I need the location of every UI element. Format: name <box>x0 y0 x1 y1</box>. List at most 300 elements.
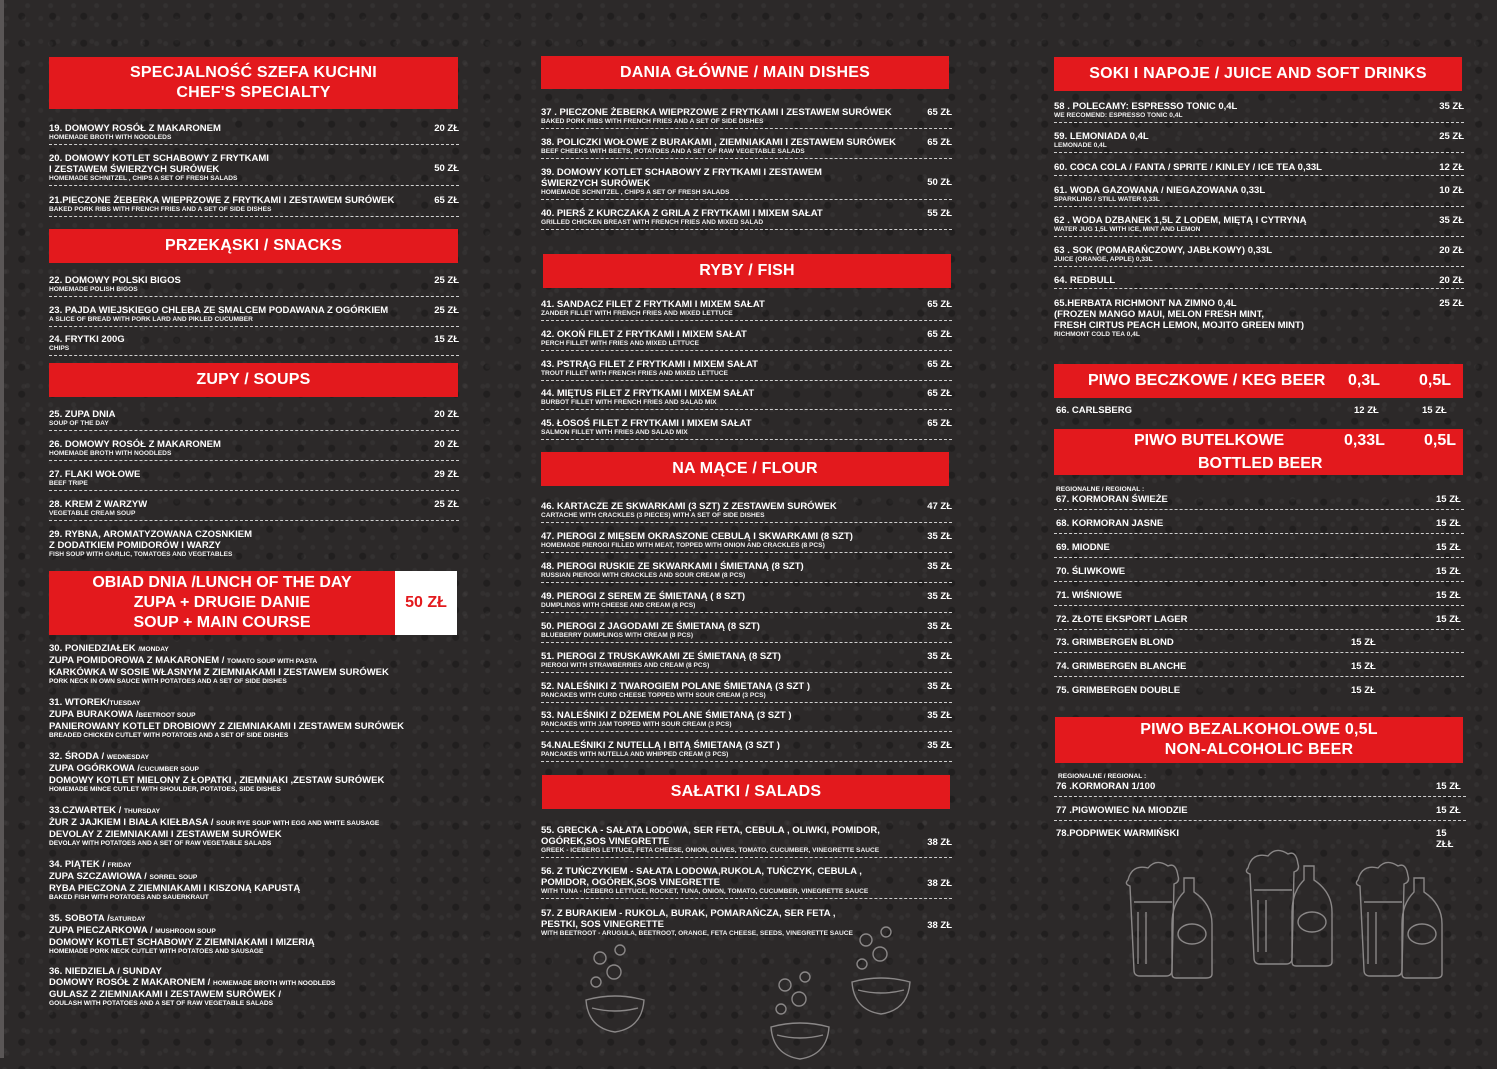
lunch-dish: ZUPA SZCZAWIOWA / <box>49 871 150 882</box>
beer-price-large: 15 ZŁ <box>1436 542 1461 553</box>
item-name: (FROZEN MANGO MAUI, MELON FRESH MINT, <box>1054 309 1265 320</box>
banner-line: SOKI I NAPOJE / JUICE AND SOFT DRINKS <box>1089 65 1427 82</box>
menu-item <box>1054 185 1464 207</box>
item-price: 35 ZŁ <box>927 651 952 662</box>
lunch-day-description: HOMEMADE PORK NECK CUTLET WITH POTATOES AND SAUSAGE <box>49 948 264 955</box>
banner-line: NA MĄCE / FLOUR <box>672 460 818 477</box>
item-price: 25 ZŁ <box>434 275 459 286</box>
lunch-day-line <box>49 655 459 667</box>
dish-sketch-icon <box>846 920 916 1030</box>
lunch-dish-english: WEDNESDAY <box>106 754 149 761</box>
menu-item <box>1054 162 1464 176</box>
menu-item <box>49 439 459 461</box>
item-name: 26. DOMOWY ROSÓŁ Z MAKARONEM <box>49 439 221 450</box>
dish-sketch-icon <box>580 938 650 1038</box>
menu-item <box>49 469 459 491</box>
item-price: 50 ZŁ <box>927 177 952 188</box>
lunch-day <box>49 913 459 956</box>
beer-glass-icon <box>1350 852 1450 982</box>
item-price: 50 ZŁ <box>434 163 459 174</box>
lunch-dish: PANIEROWANY KOTLET DROBIOWY Z ZIEMNIAKAMI I ZESTAWEM SURÓWEK <box>49 721 405 732</box>
item-description: CARTACHE WITH CRACKLES (3 PIECES) WITH A SET OF SIDE DISHES <box>541 512 765 519</box>
item-name: 52. NALEŚNIKI Z TWAROGIEM POLANE ŚMIETANĄ (3 SZT ) <box>541 681 811 692</box>
item-name: 19. DOMOWY ROSÓŁ Z MAKARONEM <box>49 123 221 134</box>
keg-size-small: 0,3L <box>1348 372 1381 389</box>
beer-item <box>1054 803 1466 821</box>
menu-item <box>541 621 952 643</box>
lunch-dish: RYBA PIECZONA Z ZIEMNIAKAMI I KISZONĄ KAPUSTĄ <box>49 883 301 894</box>
item-name: 54.NALEŚNIKI Z NUTELLĄ I BITĄ ŚMIETANĄ (3 SZT ) <box>541 740 780 751</box>
item-name: 29. RYBNA, AROMATYZOWANA CZOSNKIEM <box>49 529 253 540</box>
lunch-dish: 31. WTOREK/ <box>49 697 110 708</box>
item-name: 24. FRYTKI 200G <box>49 334 125 345</box>
section-header-soft-drinks <box>1054 57 1462 91</box>
lunch-day-line <box>49 937 459 948</box>
lunch-dish: 32. ŚRODA / <box>49 751 107 762</box>
item-price: 35 ZŁ <box>927 740 952 751</box>
item-price: 20 ZŁ <box>434 409 459 420</box>
item-name: 61. WODA GAZOWANA / NIEGAZOWANA 0,33L <box>1054 185 1266 196</box>
menu-item <box>541 681 952 703</box>
beer-item <box>1054 588 1464 606</box>
lunch-dish: DOMOWY ROSÓŁ Z MAKARONEM / <box>49 977 213 988</box>
item-description: A SLICE OF BREAD WITH PORK LARD AND PIKLED CUCUMBER <box>49 316 253 323</box>
menu-item <box>49 123 459 145</box>
item-price: 25 ZŁ <box>434 499 459 510</box>
lunch-price: 50 ZŁ <box>395 571 457 635</box>
lunch-dish-english: MUSHROOM SOUP <box>155 928 216 935</box>
beer-item <box>1054 683 1464 700</box>
beer-price: 15 ZŁ <box>1436 781 1461 792</box>
item-description: HOMEMADE SCHNITZEL , CHIPS A SET OF FRESH SALADS <box>49 175 238 182</box>
item-description: PANCAKES WITH JAM TOPPED WITH SOUR CREAM (3 PCS) <box>541 721 732 728</box>
lunch-dish: DOMOWY KOTLET MIELONY Z ŁOPATKI , ZIEMNIAKI ,ZESTAW SURÓWEK <box>49 775 385 786</box>
item-description: PANCAKES WITH CURD CHEESE TOPPED WITH SOUR CREAM (3 PCS) <box>541 692 766 699</box>
beer-name: 71. WIŚNIOWE <box>1056 590 1122 601</box>
bottled-title-line: PIWO BUTELKOWE <box>1134 432 1285 449</box>
item-description: BEEF TRIPE <box>49 480 88 487</box>
item-description: HOMEMADE POLISH BIGOS <box>49 286 138 293</box>
lunch-day-line <box>49 643 459 655</box>
item-price: 35 ZŁ <box>927 681 952 692</box>
item-description: SALMON FILLET WITH FRIES AND SALAD MIX <box>541 429 688 436</box>
beer-bottle-icon <box>1240 840 1320 970</box>
lunch-dish-english: BEETROOT SOUP <box>138 712 196 719</box>
item-description: PERCH FILLET WITH FRIES AND MIXED LETTUCE <box>541 340 700 347</box>
item-description: VEGETABLE CREAM SOUP <box>49 510 136 517</box>
item-price: 35 ZŁ <box>927 710 952 721</box>
lunch-dish-english: /MONDAY <box>138 646 169 653</box>
item-price: 55 ZŁ <box>927 208 952 219</box>
lunch-day-description: GOULASH WITH POTATOES AND A SET OF RAW VEGETABLE SALADS <box>49 1000 274 1007</box>
item-name: 37 . PIECZONE ŻEBERKA WIEPRZOWE Z FRYTKAMI I ZESTAWEM SURÓWEK <box>541 107 892 118</box>
beer-name: 74. GRIMBERGEN BLANCHE <box>1056 661 1187 672</box>
lunch-title <box>49 571 395 635</box>
lunch-of-the-day-banner <box>49 571 457 635</box>
beer-name: 66. CARLSBERG <box>1056 405 1133 416</box>
lunch-dish: ZUPA BURAKOWA / <box>49 709 139 720</box>
item-name: FRESH CIRTUS PEACH LEMON, MOJITO GREEN MINT) <box>1054 320 1305 331</box>
beer-glass-icon <box>1120 852 1220 982</box>
menu-item <box>49 499 459 521</box>
section-header-keg-beer <box>1054 364 1463 398</box>
item-price: 65 ZŁ <box>927 137 952 148</box>
menu-item <box>541 299 952 321</box>
bottled-title-line: BOTTLED BEER <box>1198 455 1323 472</box>
item-name: 48. PIEROGI RUSKIE ZE SKWARKAMI I ŚMIETANĄ (8 SZT) <box>541 561 804 572</box>
item-name: 23. PAJDA WIEJSKIEGO CHLEBA ZE SMALCEM PODAWANA Z OGÓRKIEM <box>49 305 389 316</box>
item-description: TROUT FILLET WITH FRENCH FRIES AND MIXED LETTUCE <box>541 370 728 377</box>
lunch-dish: GULASZ Z ZIEMNIAKAMI I ZESTAWEM SURÓWEK / <box>49 989 282 1000</box>
item-price: 25 ZŁ <box>434 305 459 316</box>
item-name: 21.PIECZONE ŻEBERKA WIEPRZOWE Z FRYTKAMI I ZESTAWEM SURÓWEK <box>49 195 395 206</box>
item-name: 56. Z TUŃCZYKIEM - SAŁATA LODOWA,RUKOLA, TUŃCZYK, CEBULA , <box>541 866 862 877</box>
item-price: 65 ZŁ <box>927 107 952 118</box>
menu-item <box>1054 298 1464 341</box>
beer-item <box>1054 403 1464 420</box>
banner-line: PRZEKĄSKI / SNACKS <box>165 237 342 254</box>
beer-item <box>1054 540 1464 558</box>
lunch-day-description: PORK NECK IN OWN SAUCE WITH POTATOES AND A SET OF SIDE DISHES <box>49 678 287 685</box>
lunch-day-line <box>49 763 459 775</box>
regional-label: REGIONALNE / REGIONAL : <box>1056 486 1145 493</box>
lunch-day <box>49 859 459 902</box>
lunch-day-line <box>49 883 459 894</box>
bottled-size-small: 0,33L <box>1344 432 1385 449</box>
lunch-dish-english: CUCUMBER SOUP <box>139 766 199 773</box>
regional-label: REGIONALNE / REGIONAL : <box>1058 773 1147 780</box>
item-name: 53. NALEŚNIKI Z DŻEMEM POLANE ŚMIETANĄ (3 SZT ) <box>541 710 792 721</box>
menu-item <box>1054 101 1464 123</box>
item-price: 38 ZŁ <box>927 878 952 889</box>
item-price: 38 ZŁ <box>927 837 952 848</box>
beer-name: 72. ZŁOTE EKSPORT LAGER <box>1056 614 1188 625</box>
section-header-soups <box>49 363 458 397</box>
lunch-dish-english: SATURDAY <box>109 916 146 923</box>
beer-item <box>1054 779 1466 797</box>
item-name: 57. Z BURAKIEM - RUKOLA, BURAK, POMARAŃCZA, SER FETA , <box>541 908 836 919</box>
item-description: BAKED PORK RIBS WITH FRENCH FRIES AND A SET OF SIDE DISHES <box>541 118 764 125</box>
item-description: RUSSIAN PIEROGI WITH CRACKLES AND SOUR CREAM (8 PCS) <box>541 572 746 579</box>
menu-item <box>541 651 952 673</box>
item-price: 35 ZŁ <box>927 561 952 572</box>
lunch-dish: ZUPA OGÓRKOWA / <box>49 763 140 774</box>
item-price: 29 ZŁ <box>434 469 459 480</box>
item-description: BLUEBERRY DUMPLINGS WITH CREAM (8 PCS) <box>541 632 694 639</box>
beer-name: 73. GRIMBERGEN BLOND <box>1056 637 1174 648</box>
item-price: 65 ZŁ <box>927 359 952 370</box>
item-name: POMIDOR, OGÓREK,SOS VINEGRETTE <box>541 877 720 888</box>
menu-item <box>541 388 952 410</box>
item-price: 25 ZŁ <box>1439 131 1464 142</box>
section-header-fish <box>543 254 951 288</box>
item-name: 51. PIEROGI Z TRUSKAWKAMI ZE ŚMIETANĄ (8 SZT) <box>541 651 781 662</box>
lunch-title-line: SOUP + MAIN COURSE <box>133 614 311 631</box>
lunch-day-line <box>49 805 459 817</box>
item-name: 43. PSTRĄG FILET Z FRYTKAMI I MIXEM SAŁAT <box>541 359 758 370</box>
item-price: 65 ZŁ <box>434 195 459 206</box>
menu-item <box>541 740 952 762</box>
item-name: 60. COCA COLA / FANTA / SPRITE / KINLEY / ICE TEA 0,33L <box>1054 162 1322 173</box>
item-price: 25 ZŁ <box>1439 298 1464 309</box>
lunch-dish: DOMOWY KOTLET SCHABOWY Z ZIEMNIAKAMI I MIZERIĄ <box>49 937 315 948</box>
menu-item <box>49 305 459 327</box>
beer-price-small: 12 ZŁ <box>1354 405 1379 416</box>
beer-name: 69. MIODNE <box>1056 542 1110 553</box>
beer-item <box>1054 612 1464 630</box>
lunch-day-line <box>49 721 459 732</box>
section-header-main-dishes <box>541 56 949 89</box>
item-price: 35 ZŁ <box>1439 215 1464 226</box>
item-name: 64. REDBULL <box>1054 275 1116 286</box>
section-header-snacks <box>49 229 458 263</box>
menu-item <box>49 195 459 217</box>
item-name: ŚWIERZYCH SURÓWEK <box>541 178 651 189</box>
banner-line: CHEF'S SPECIALTY <box>176 84 331 101</box>
section-header-chef-specialty <box>49 57 458 109</box>
item-name: I ZESTAWEM ŚWIERZYCH SURÓWEK <box>49 164 220 175</box>
menu-item <box>541 418 952 440</box>
menu-item <box>541 501 952 523</box>
beer-item <box>1054 659 1464 677</box>
item-description: HOMEMADE BROTH WITH NOODLEDS <box>49 134 172 141</box>
item-description: BEEF CHEEKS WITH BEETS, POTATOES AND A SET OF RAW VEGETABLE SALADS <box>541 148 805 155</box>
item-price: 20 ZŁ <box>1439 245 1464 256</box>
item-description: LEMONADE 0,4L <box>1054 142 1107 149</box>
beer-price-large: 15 ZŁ <box>1436 494 1461 505</box>
lunch-day <box>49 697 459 740</box>
lunch-day-line <box>49 966 459 977</box>
beer-price-small: 15 ZŁ <box>1351 685 1376 696</box>
item-description: FISH SOUP WITH GARLIC, TOMATOES AND VEGETABLES <box>49 551 233 558</box>
item-name: 42. OKOŃ FILET Z FRYTKAMI I MIXEM SAŁAT <box>541 329 747 340</box>
item-name: PESTKI, SOS VINEGRETTE <box>541 919 664 930</box>
lunch-dish-english: TOMATO SOUP WITH PASTA <box>227 658 318 665</box>
section-header-bottled-beer <box>1054 429 1463 475</box>
menu-item <box>49 529 459 561</box>
lunch-title-line: ZUPA + DRUGIE DANIE <box>133 594 311 611</box>
item-description: SPARKLING / STILL WATER 0,33L <box>1054 196 1160 203</box>
item-name: 55. GRECKA - SAŁATA LODOWA, SER FETA, CEBULA , OLIWKI, POMIDOR, <box>541 825 880 836</box>
lunch-day-description: BREADED CHICKEN CUTLET WITH POTATOES AND A SET OF SIDE DISHES <box>49 732 289 739</box>
item-name: 25. ZUPA DNIA <box>49 409 116 420</box>
beer-price-large: 15 ZŁ <box>1436 590 1461 601</box>
item-description: BURBOT FILLET WITH FRENCH FRIES AND SALAD MIX <box>541 399 717 406</box>
lunch-day <box>49 805 459 848</box>
page-edge <box>0 0 4 1058</box>
beer-price-small: 15 ZŁ <box>1351 661 1376 672</box>
item-price: 38 ZŁ <box>927 920 952 931</box>
keg-title: PIWO BECZKOWE / KEG BEER <box>1088 372 1326 389</box>
item-price: 35 ZŁ <box>1439 101 1464 112</box>
item-name: 41. SANDACZ FILET Z FRYTKAMI I MIXEM SAŁAT <box>541 299 765 310</box>
lunch-dish-english: SORREL SOUP <box>149 874 198 881</box>
banner-line: ZUPY / SOUPS <box>196 371 311 388</box>
bottled-size-large: 0,5L <box>1424 432 1457 449</box>
item-price: 65 ZŁ <box>927 299 952 310</box>
beer-name: 77 .PIGWOWIEC NA MIODZIE <box>1056 805 1188 816</box>
item-description: PIEROGI WITH STRAWBERRIES AND CREAM (8 PCS) <box>541 662 710 669</box>
beer-price-small: 15 ZŁ <box>1351 637 1376 648</box>
beer-price-large: 15 ZŁ <box>1436 614 1461 625</box>
lunch-day-description: DEVOLAY WITH POTATOES AND A SET OF RAW VEGETABLE SALADS <box>49 840 272 847</box>
item-name: 45. ŁOSOŚ FILET Z FRYTKAMI I MIXEM SAŁAT <box>541 418 752 429</box>
item-description: ZANDER FILLET WITH FRENCH FRIES AND MIXED LETTUCE <box>541 310 733 317</box>
item-price: 10 ZŁ <box>1439 185 1464 196</box>
menu-item <box>49 275 459 297</box>
item-name: 59. LEMONIADA 0,4L <box>1054 131 1149 142</box>
item-description: RICHMONT COLD TEA 0,4L <box>1054 331 1140 338</box>
lunch-dish-english: HOMEMADE BROTH WITH NOODLEDS <box>212 980 336 987</box>
item-name: 65.HERBATA RICHMONT NA ZIMNO 0,4L <box>1054 298 1237 309</box>
item-name: 28. KREM Z WARZYW <box>49 499 148 510</box>
item-name: 39. DOMOWY KOTLET SCHABOWY Z FRYTKAMI I ZESTAWEM <box>541 167 822 178</box>
menu-item <box>49 153 459 186</box>
item-description: SOUP OF THE DAY <box>49 420 109 427</box>
item-price: 65 ZŁ <box>927 388 952 399</box>
section-header-salads <box>542 775 950 809</box>
menu-item <box>49 409 459 431</box>
item-name: 58 . POLECAMY: ESPRESSO TONIC 0,4L <box>1054 101 1238 112</box>
beer-name: 75. GRIMBERGEN DOUBLE <box>1056 685 1181 696</box>
item-description: WITH BEETROOT - ARUGULA, BEETROOT, ORANGE, FETA CHEESE, SEEDS, VINEGRETTE SAUCE <box>541 930 853 937</box>
lunch-dish-english: THURSDAY <box>123 808 160 815</box>
item-name: OGÓREK,SOS VINEGRETTE <box>541 836 670 847</box>
beer-item <box>1054 492 1464 510</box>
lunch-day-line <box>49 925 459 937</box>
menu-item <box>1054 131 1464 153</box>
item-name: 38. POLICZKI WOŁOWE Z BURAKAMI , ZIEMNIAKAMI I ZESTAWEM SURÓWEK <box>541 137 897 148</box>
item-price: 35 ZŁ <box>927 531 952 542</box>
item-description: GRILLED CHICKEN BREAST WITH FRENCH FRIES AND MIXED SALAD <box>541 219 764 226</box>
item-name: 49. PIEROGI Z SEREM ZE ŚMIETANĄ ( 8 SZT) <box>541 591 746 602</box>
beer-price-large: 15 ZŁ <box>1436 518 1461 529</box>
lunch-title-line: OBIAD DNIA /LUNCH OF THE DAY <box>92 574 352 591</box>
beer-item <box>1054 564 1464 582</box>
menu-item <box>1054 245 1464 267</box>
lunch-day-description: BAKED FISH WITH POTATOES AND SAUERKRAUT <box>49 894 209 901</box>
beer-price: 15 ZŁ <box>1436 805 1461 816</box>
beer-name: 67. KORMORAN ŚWIEŻE <box>1056 494 1168 505</box>
item-price: 20 ZŁ <box>434 439 459 450</box>
lunch-day-line <box>49 697 459 709</box>
menu-item <box>1054 215 1464 237</box>
item-price: 65 ZŁ <box>927 329 952 340</box>
lunch-day <box>49 966 459 1008</box>
item-name: 40. PIERŚ Z KURCZAKA Z GRILA Z FRYTKAMI I MIXEM SAŁAT <box>541 208 823 219</box>
item-description: WITH TUNA - ICEBERG LETTUCE, ROCKET, TUNA, ONION, TOMATO, CUCUMBER, VINEGRETTE SAUCE <box>541 888 869 895</box>
item-name: 44. MIĘTUS FILET Z FRYTKAMI I MIXEM SAŁAT <box>541 388 755 399</box>
lunch-dish-english: SOUR RYE SOUP WITH EGG AND WHITE SAUSAGE <box>216 820 380 827</box>
menu-item <box>541 107 952 129</box>
dish-sketch-icon <box>765 965 835 1045</box>
menu-item <box>541 866 952 899</box>
lunch-dish: KARKÓWKA W SOSIE WŁASNYM Z ZIEMNIAKAMI I ZESTAWEM SURÓWEK <box>49 667 389 678</box>
banner-line: SPECJALNOŚĆ SZEFA KUCHNI <box>130 64 377 81</box>
lunch-dish: 33.CZWARTEK / <box>49 805 124 816</box>
lunch-day-line <box>49 775 459 786</box>
lunch-day-line <box>49 977 459 989</box>
item-description: BAKED PORK RIBS WITH FRENCH FRIES AND A SET OF SIDE DISHES <box>49 206 272 213</box>
lunch-day-line <box>49 709 459 721</box>
item-description: DUMPLINGS WITH CHEESE AND CREAM (8 PCS) <box>541 602 696 609</box>
item-description: WATER JUG 1,5L WITH ICE, MINT AND LEMON <box>1054 226 1201 233</box>
lunch-dish: 36. NIEDZIELA / SUNDAY <box>49 966 162 977</box>
lunch-dish-english: TUESDAY <box>109 700 141 707</box>
beer-name: 70. ŚLIWKOWE <box>1056 566 1126 577</box>
menu-item <box>541 208 952 230</box>
menu-item <box>541 137 952 159</box>
item-description: HOMEMADE BROTH WITH NOODLEDS <box>49 450 172 457</box>
item-price: 20 ZŁ <box>434 123 459 134</box>
beer-price: 15 ZŁŁ <box>1436 828 1454 850</box>
menu-item <box>1054 275 1464 289</box>
beer-price-large: 15 ZŁ <box>1436 566 1461 577</box>
item-description: HOMEMADE PIEROGI FILLED WITH MEAT, TOPPED WITH ONION AND CRACKLES (8 PCS) <box>541 542 825 549</box>
beer-price-large: 15 ZŁ <box>1422 405 1447 416</box>
item-name: 63 . SOK (POMARAŃCZOWY, JABŁKOWY) 0,33L <box>1054 245 1272 256</box>
menu-item <box>541 591 952 613</box>
item-name: 47. PIEROGI Z MIĘSEM OKRASZONE CEBULĄ I SKWARKAMI (8 SZT) <box>541 531 853 542</box>
lunch-day-line <box>49 871 459 883</box>
lunch-day <box>49 751 459 794</box>
item-price: 47 ZŁ <box>927 501 952 512</box>
menu-item <box>541 825 952 858</box>
menu-item <box>541 329 952 351</box>
lunch-dish: ŻUR Z JAJKIEM I BIAŁA KIEŁBASA / <box>49 817 217 828</box>
lunch-day-description: HOMEMADE MINCE CUTLET WITH SHOULDER, POTATOES, SIDE DISHES <box>49 786 281 793</box>
item-price: 20 ZŁ <box>1439 275 1464 286</box>
item-price: 65 ZŁ <box>927 418 952 429</box>
beer-name: 76 .KORMORAN 1/100 <box>1056 781 1156 792</box>
item-name: 22. DOMOWY POLSKI BIGOS <box>49 275 181 286</box>
lunch-dish: 30. PONIEDZIAŁEK <box>49 643 139 654</box>
menu-item <box>541 359 952 381</box>
beer-name: 68. KORMORAN JASNE <box>1056 518 1164 529</box>
menu-item <box>49 334 459 356</box>
lunch-day-line <box>49 913 459 925</box>
item-description: GREEK - ICEBERG LETTUCE, FETA CHEESE, ONION, OLIVES, TOMATO, CUCUMBER, VINEGRETTE SAUCE <box>541 847 880 854</box>
lunch-dish: 35. SOBOTA / <box>49 913 110 924</box>
item-name: 62 . WODA DZBANEK 1,5L Z LODEM, MIĘTĄ I CYTRYNĄ <box>1054 215 1307 226</box>
lunch-dish: DEVOLAY Z ZIEMNIAKAMI I ZESTAWEM SURÓWEK <box>49 829 282 840</box>
item-description: JUICE (ORANGE, APPLE) 0,33L <box>1054 256 1153 263</box>
keg-size-large: 0,5L <box>1419 372 1452 389</box>
menu-item <box>541 531 952 553</box>
item-description: WE RECOMEND: ESPRESSO TONIC 0,4L <box>1054 112 1183 119</box>
beer-item <box>1054 516 1464 534</box>
beer-name: 78.PODPIWEK WARMIŃSKI <box>1056 828 1179 839</box>
menu-item <box>541 710 952 732</box>
banner-line: DANIA GŁÓWNE / MAIN DISHES <box>620 63 870 81</box>
banner-line: NON-ALCOHOLIC BEER <box>1164 741 1354 758</box>
lunch-day-line <box>49 829 459 840</box>
lunch-day-line <box>49 817 459 829</box>
lunch-dish: ZUPA POMIDOROWA Z MAKARONEM / <box>49 655 228 666</box>
item-name: Z DODATKIEM POMIDORÓW I WARZY <box>49 540 221 551</box>
menu-item <box>541 561 952 583</box>
section-header-flour <box>541 452 949 486</box>
item-price: 35 ZŁ <box>927 621 952 632</box>
lunch-day-line <box>49 751 459 763</box>
item-description: CHIPS <box>49 345 70 352</box>
lunch-day-line <box>49 989 459 1000</box>
lunch-dish-english: FRIDAY <box>107 862 132 869</box>
lunch-dish: 34. PIĄTEK / <box>49 859 108 870</box>
item-description: HOMEMADE SCHNITZEL , CHIPS A SET OF FRESH SALADS <box>541 189 730 196</box>
item-name: 27. FLAKI WOŁOWE <box>49 469 141 480</box>
lunch-day-line <box>49 667 459 678</box>
